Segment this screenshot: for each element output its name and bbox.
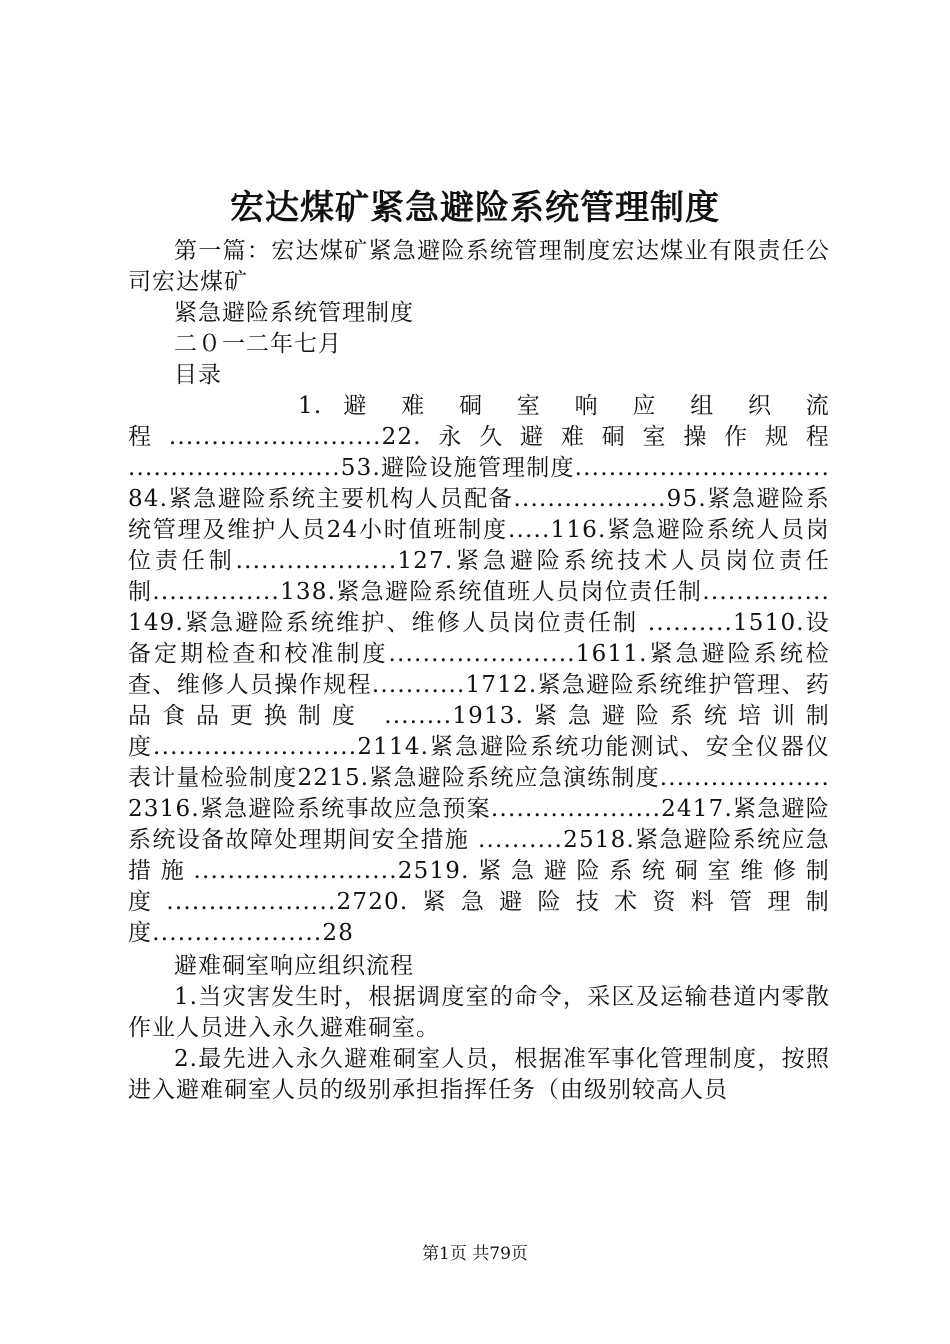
list-item: 1.当灾害发生时，根据调度室的命令，采区及运输巷道内零散作业人员进入永久避难硐室。 — [128, 984, 830, 1041]
section-heading: 避难硐室响应组织流程 — [174, 953, 414, 979]
contents-label: 目录 — [174, 362, 222, 388]
subtitle-paragraph: 紧急避险系统管理制度 — [174, 300, 414, 326]
document-body — [128, 236, 830, 1106]
page-footer: 第1页 共79页 — [422, 1244, 528, 1264]
intro-paragraph: 第一篇：宏达煤矿紧急避险系统管理制度宏达煤业有限责任公司宏达煤矿 — [128, 238, 830, 295]
table-of-contents: 1. 避 难 硐 室 响 应 组 织 流 程.........................22.永久避难硐室操作规程 .........................53.避险设施管理制度..............................84.紧急避险系统主要机构人员配备..................95.紧急避险系统管理及维护人员24小时值班制度.....116.紧急避险系统人员岗位责任制...................127.紧急避险系统技术人员岗位责任制...............138.紧急避险系统值班人员岗位责任制...............149.紧急避险系统维护、维修人员岗位责任制 ..........1510.设备定期检查和校准制度......................1611.紧急避险系统检查、维修人员操作规程...........1712.紧急避险系统维护管理、药品食品更换制度 ........1913.紧急避险系统培训制度........................2114.紧急避险系统功能测试、安全仪器仪表计量检验制度2215.紧急避险系统应急演练制度....................2316.紧急避险系统事故应急预案....................2417.紧急避险系统设备故障处理期间安全措施 ..........2518.紧急避险系统应急措施........................2519.紧急避险系统硐室维修制度....................2720.紧急避险技术资料管理制度....................28 — [128, 393, 830, 946]
document-title: 宏达煤矿紧急避险系统管理制度 — [230, 188, 720, 228]
list-item: 2.最先进入永久避难硐室人员，根据准军事化管理制度，按照进入避难硐室人员的级别承担指挥任务（由级别较高人员 — [128, 1046, 830, 1103]
date-paragraph: 二０一二年七月 — [174, 331, 342, 357]
